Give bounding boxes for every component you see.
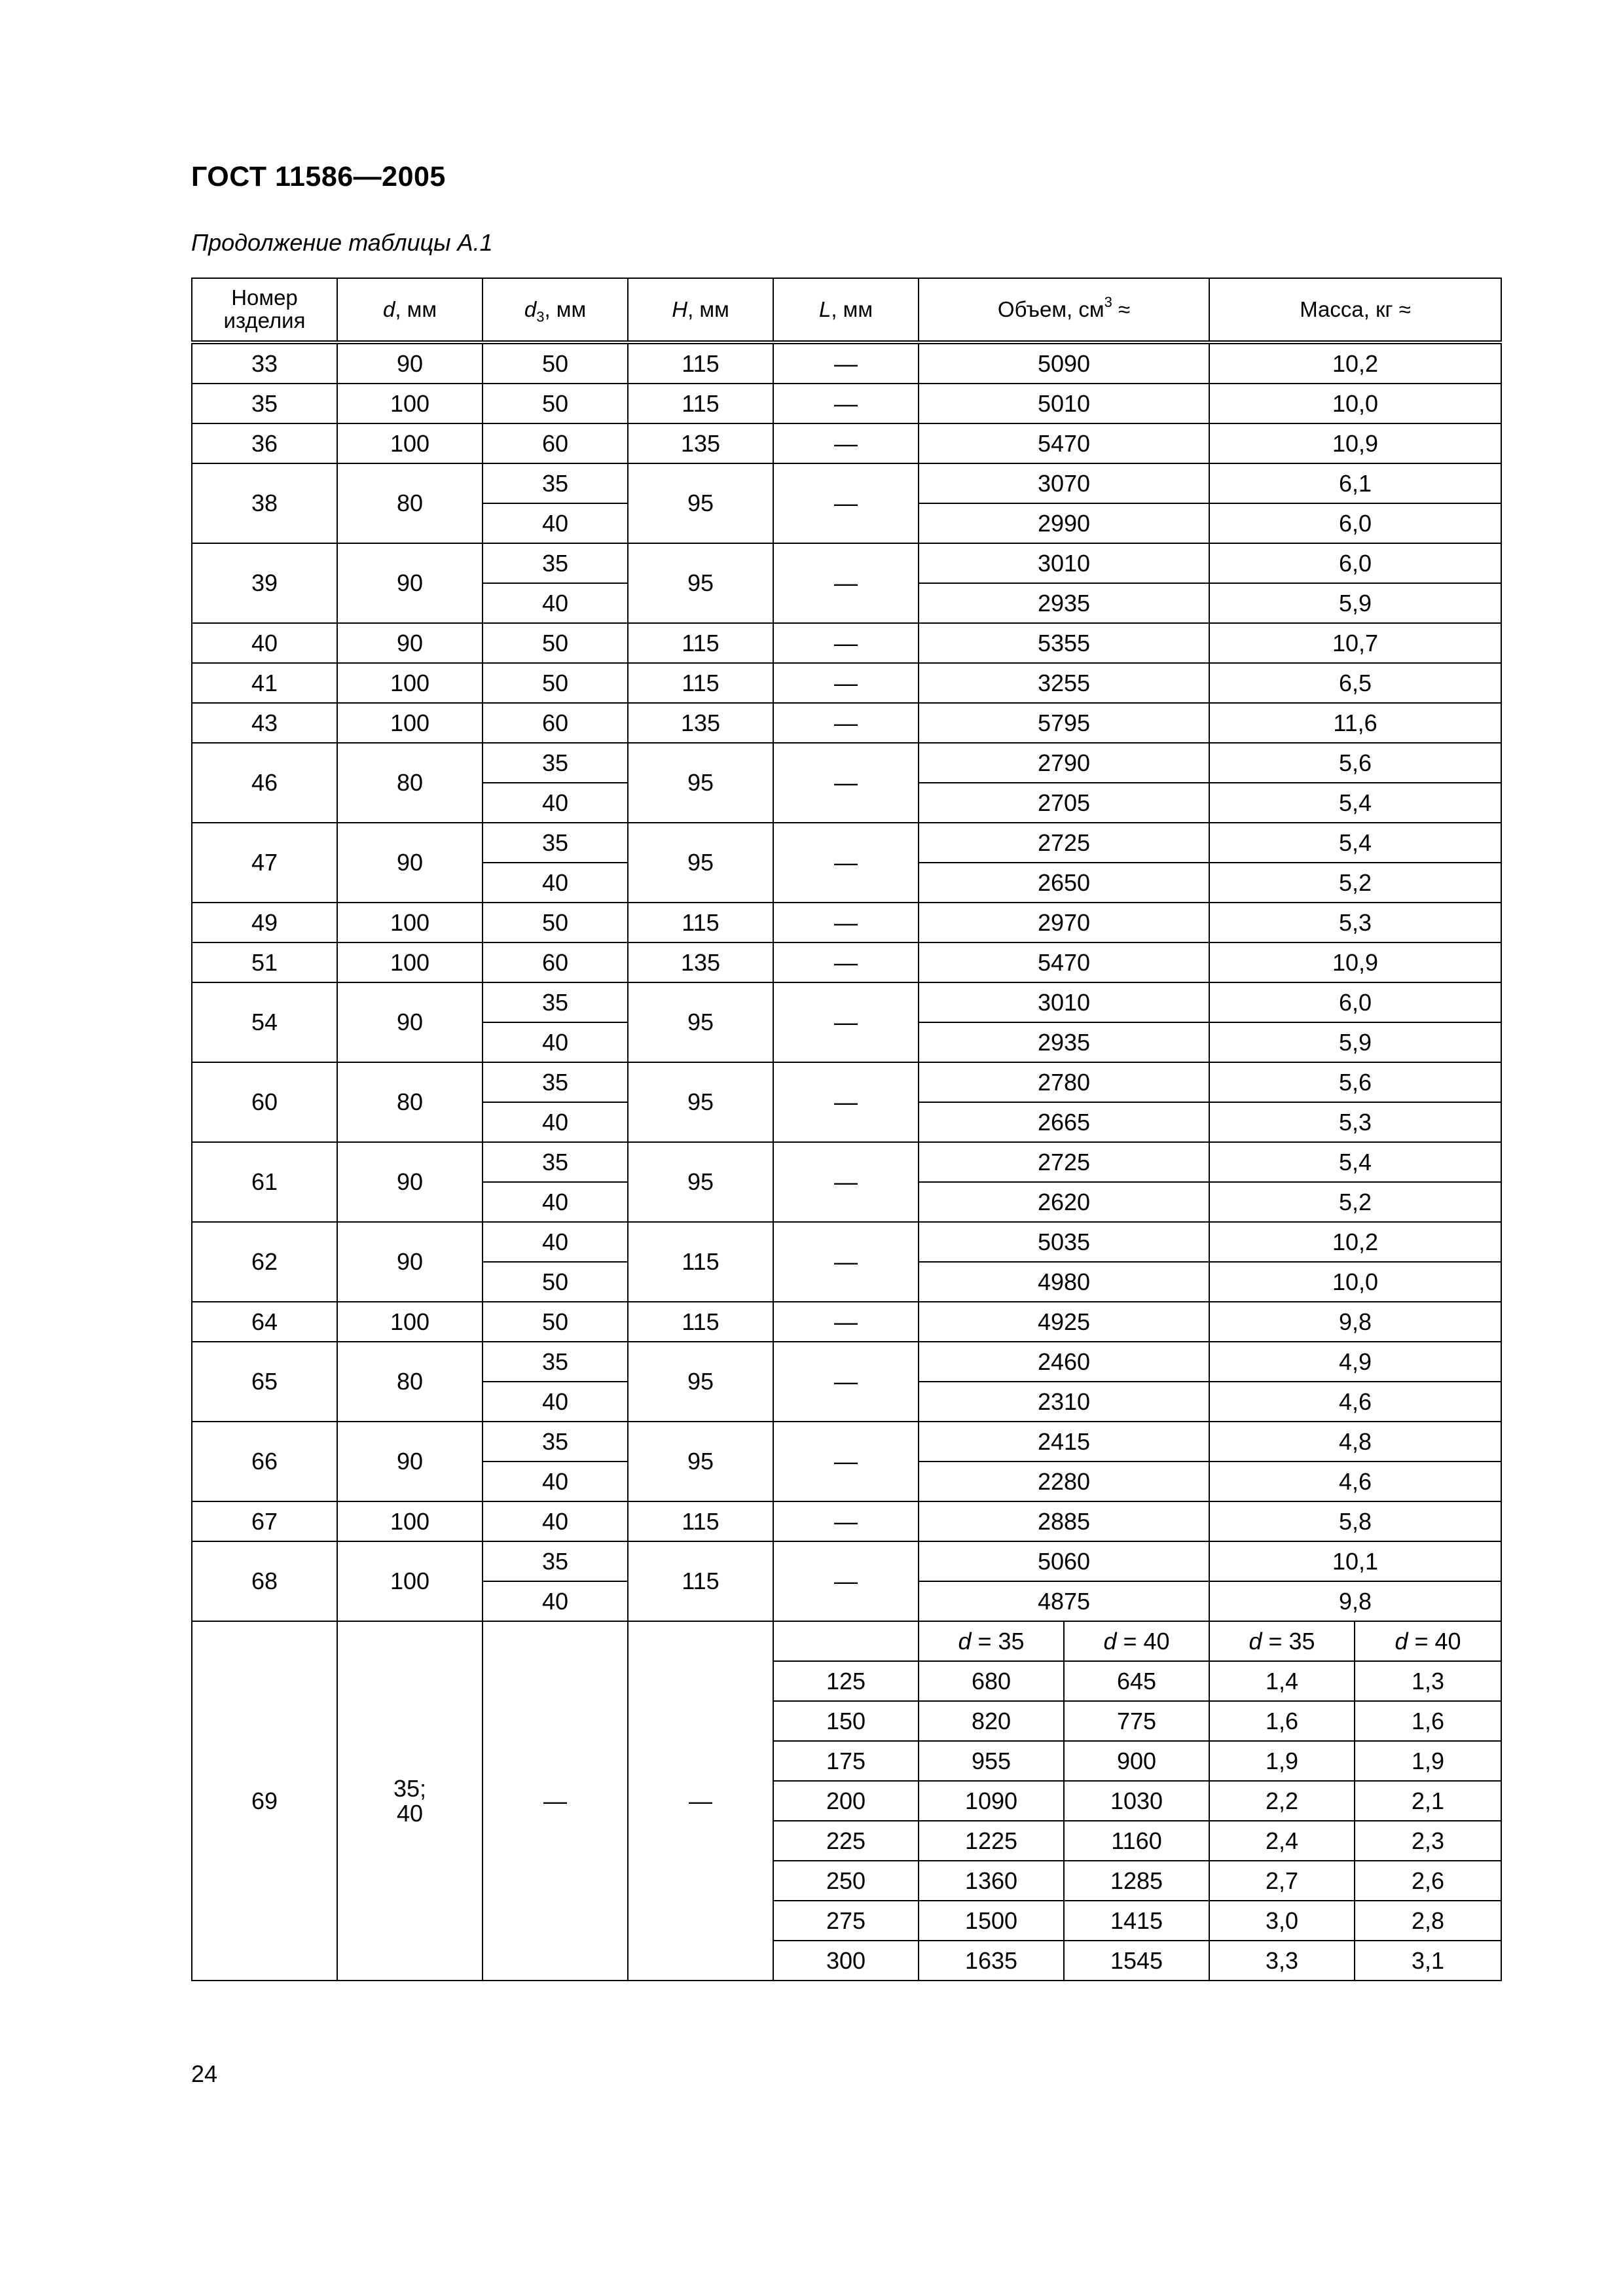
- cell-d: 100: [337, 384, 483, 423]
- cell-item-number: 46: [192, 743, 337, 823]
- table-row: [192, 903, 1501, 942]
- cell-volume: 2705: [919, 783, 1209, 823]
- cell-volume: 2725: [919, 823, 1209, 863]
- cell-volume: 5060: [919, 1541, 1209, 1581]
- cell-l: —: [773, 623, 919, 663]
- header-mass: Масса, кг ≈: [1209, 278, 1501, 342]
- cell-h: 95: [628, 982, 773, 1062]
- cell-h: 115: [628, 1541, 773, 1621]
- cell-mass: 5,2: [1209, 1182, 1501, 1222]
- cell-l: 250: [773, 1861, 919, 1901]
- cell-l: —: [773, 942, 919, 982]
- table-row: [192, 342, 1501, 384]
- cell-subheader: d = 35: [919, 1621, 1064, 1661]
- cell-mass: 6,0: [1209, 503, 1501, 543]
- cell-volume: 2990: [919, 503, 1209, 543]
- cell-mass: 10,2: [1209, 342, 1501, 384]
- table-row: [192, 743, 1501, 783]
- cell-mass: 10,9: [1209, 942, 1501, 982]
- cell-volume: 2935: [919, 1022, 1209, 1062]
- d-value-line: 40: [396, 1799, 424, 1827]
- cell-mass: 10,1: [1209, 1541, 1501, 1581]
- cell-l: —: [773, 1222, 919, 1302]
- cell-l: 125: [773, 1661, 919, 1701]
- cell-volume: 3010: [919, 543, 1209, 583]
- cell-d3: 50: [483, 1302, 628, 1342]
- cell-d3: 35: [483, 1422, 628, 1462]
- cell-mass: 1,4: [1209, 1661, 1355, 1701]
- cell-h: 95: [628, 823, 773, 903]
- table-row: [192, 942, 1501, 982]
- cell-h: —: [628, 1621, 773, 1981]
- cell-h: 115: [628, 342, 773, 384]
- cell-volume: 645: [1064, 1661, 1209, 1701]
- table-row: [192, 1222, 1501, 1262]
- cell-d3: 50: [483, 1262, 628, 1302]
- cell-h: 115: [628, 384, 773, 423]
- cell-mass: 9,8: [1209, 1581, 1501, 1621]
- cell-mass: 11,6: [1209, 703, 1501, 743]
- cell-volume: 1635: [919, 1941, 1064, 1981]
- cell-d3: 50: [483, 384, 628, 423]
- cell-volume: 1285: [1064, 1861, 1209, 1901]
- table-row: [192, 1621, 1501, 1661]
- cell-l: —: [773, 384, 919, 423]
- table-row: [192, 423, 1501, 463]
- d-value-line: 35;: [393, 1774, 427, 1802]
- page-number: 24: [191, 2060, 218, 2087]
- cell-d: 90: [337, 342, 483, 384]
- cell-volume: 775: [1064, 1701, 1209, 1741]
- cell-item-number: 65: [192, 1342, 337, 1422]
- cell-h: 95: [628, 463, 773, 543]
- cell-volume: 1415: [1064, 1901, 1209, 1941]
- table-row: [192, 543, 1501, 583]
- cell-mass: 2,2: [1209, 1781, 1355, 1821]
- cell-item-number: 66: [192, 1422, 337, 1501]
- cell-d3: 40: [483, 1501, 628, 1541]
- cell-mass: 5,9: [1209, 583, 1501, 623]
- cell-item-number: 54: [192, 982, 337, 1062]
- header-d: d, мм: [337, 278, 483, 342]
- cell-l: —: [773, 663, 919, 703]
- cell-item-number: 49: [192, 903, 337, 942]
- cell-mass: 4,6: [1209, 1462, 1501, 1501]
- cell-item-number: 51: [192, 942, 337, 982]
- table-row: [192, 1422, 1501, 1462]
- cell-volume: 5355: [919, 623, 1209, 663]
- cell-volume: 2725: [919, 1142, 1209, 1182]
- cell-volume: 3255: [919, 663, 1209, 703]
- cell-item-number: 40: [192, 623, 337, 663]
- cell-item-number: 38: [192, 463, 337, 543]
- cell-mass: 3,1: [1355, 1941, 1501, 1981]
- cell-d: 90: [337, 1422, 483, 1501]
- table-caption: Продолжение таблицы А.1: [191, 229, 493, 256]
- cell-item-number: 60: [192, 1062, 337, 1142]
- cell-mass: 5,4: [1209, 783, 1501, 823]
- cell-d: 80: [337, 1062, 483, 1142]
- table-row: [192, 1142, 1501, 1182]
- cell-d: 90: [337, 982, 483, 1062]
- header-h: H, мм: [628, 278, 773, 342]
- cell-volume: 1360: [919, 1861, 1064, 1901]
- cell-d3: 35: [483, 463, 628, 503]
- cell-mass: 5,4: [1209, 823, 1501, 863]
- cell-mass: 5,3: [1209, 1102, 1501, 1142]
- cell-h: 95: [628, 543, 773, 623]
- cell-mass: 10,0: [1209, 384, 1501, 423]
- cell-volume: 5795: [919, 703, 1209, 743]
- cell-volume: 2935: [919, 583, 1209, 623]
- cell-volume: 820: [919, 1701, 1064, 1741]
- cell-h: 95: [628, 1342, 773, 1422]
- cell-mass: 10,9: [1209, 423, 1501, 463]
- cell-d3: 35: [483, 1062, 628, 1102]
- cell-l: 300: [773, 1941, 919, 1981]
- table-row: [192, 1302, 1501, 1342]
- cell-h: 95: [628, 1142, 773, 1222]
- cell-volume: 900: [1064, 1741, 1209, 1781]
- cell-mass: 5,8: [1209, 1501, 1501, 1541]
- cell-d3: 40: [483, 1382, 628, 1422]
- cell-d: 90: [337, 823, 483, 903]
- cell-h: 115: [628, 623, 773, 663]
- cell-volume: 2790: [919, 743, 1209, 783]
- cell-volume: 5090: [919, 342, 1209, 384]
- cell-volume: 5470: [919, 423, 1209, 463]
- document-title: ГОСТ 11586—2005: [191, 161, 446, 192]
- cell-d: 90: [337, 1222, 483, 1302]
- cell-item-number: 62: [192, 1222, 337, 1302]
- cell-item-number: 35: [192, 384, 337, 423]
- cell-volume: 5470: [919, 942, 1209, 982]
- dimensions-table: [191, 278, 1502, 1981]
- cell-h: 95: [628, 1062, 773, 1142]
- cell-l: —: [773, 1501, 919, 1541]
- cell-h: 115: [628, 903, 773, 942]
- cell-d: 100: [337, 903, 483, 942]
- header-l: L, мм: [773, 278, 919, 342]
- table-row: [192, 623, 1501, 663]
- cell-mass: 1,9: [1355, 1741, 1501, 1781]
- cell-d3: 50: [483, 342, 628, 384]
- cell-l: —: [773, 1342, 919, 1422]
- cell-mass: 6,1: [1209, 463, 1501, 503]
- cell-l: —: [773, 743, 919, 823]
- cell-h: 135: [628, 423, 773, 463]
- cell-item-number: 61: [192, 1142, 337, 1222]
- cell-volume: 2280: [919, 1462, 1209, 1501]
- cell-mass: 5,6: [1209, 1062, 1501, 1102]
- cell-l: 150: [773, 1701, 919, 1741]
- cell-mass: 10,0: [1209, 1262, 1501, 1302]
- cell-d3: 40: [483, 783, 628, 823]
- cell-mass: 10,7: [1209, 623, 1501, 663]
- cell-mass: 3,0: [1209, 1901, 1355, 1941]
- cell-mass: 6,0: [1209, 982, 1501, 1022]
- table-row: [192, 1541, 1501, 1581]
- cell-d3: 40: [483, 1182, 628, 1222]
- header-volume: Объем, $см^3$ ≈: [919, 278, 1209, 342]
- cell-d3: 60: [483, 703, 628, 743]
- cell-volume: 2460: [919, 1342, 1209, 1382]
- cell-volume: 1500: [919, 1901, 1064, 1941]
- cell-d3: 35: [483, 1541, 628, 1581]
- cell-h: 135: [628, 942, 773, 982]
- table-header-row: [192, 278, 1501, 342]
- cell-subheader: d = 35: [1209, 1621, 1355, 1661]
- cell-d: 80: [337, 1342, 483, 1422]
- cell-mass: 10,2: [1209, 1222, 1501, 1262]
- cell-mass: 2,4: [1209, 1821, 1355, 1861]
- cell-mass: 2,3: [1355, 1821, 1501, 1861]
- cell-mass: 5,9: [1209, 1022, 1501, 1062]
- cell-mass: 1,6: [1209, 1701, 1355, 1741]
- cell-h: 95: [628, 1422, 773, 1501]
- cell-d: 100: [337, 663, 483, 703]
- table-row: [192, 823, 1501, 863]
- cell-item-number: 36: [192, 423, 337, 463]
- cell-item-number: 64: [192, 1302, 337, 1342]
- cell-d: 100: [337, 1501, 483, 1541]
- cell-d3: 35: [483, 743, 628, 783]
- cell-mass: 5,2: [1209, 863, 1501, 903]
- cell-d3: 50: [483, 663, 628, 703]
- cell-volume: 2885: [919, 1501, 1209, 1541]
- cell-h: 95: [628, 743, 773, 823]
- cell-d: 90: [337, 543, 483, 623]
- cell-mass: 5,4: [1209, 1142, 1501, 1182]
- cell-mass: 4,6: [1209, 1382, 1501, 1422]
- cell-volume: 2415: [919, 1422, 1209, 1462]
- cell-h: 115: [628, 663, 773, 703]
- cell-d: 100: [337, 423, 483, 463]
- cell-d3: 35: [483, 543, 628, 583]
- cell-item-number: 67: [192, 1501, 337, 1541]
- cell-d: [337, 1621, 483, 1981]
- cell-volume: 2665: [919, 1102, 1209, 1142]
- cell-item-number: 41: [192, 663, 337, 703]
- cell-d3: 40: [483, 863, 628, 903]
- cell-volume: 3010: [919, 982, 1209, 1022]
- cell-mass: 2,1: [1355, 1781, 1501, 1821]
- cell-d3: 40: [483, 503, 628, 543]
- table-row: [192, 703, 1501, 743]
- cell-volume: 1160: [1064, 1821, 1209, 1861]
- table-row: [192, 1342, 1501, 1382]
- cell-mass: 2,8: [1355, 1901, 1501, 1941]
- cell-d: 90: [337, 1142, 483, 1222]
- cell-volume: 2310: [919, 1382, 1209, 1422]
- cell-mass: 5,6: [1209, 743, 1501, 783]
- cell-d: 100: [337, 942, 483, 982]
- cell-volume: 680: [919, 1661, 1064, 1701]
- table-body: [192, 342, 1501, 1981]
- cell-l: —: [773, 1142, 919, 1222]
- cell-l: —: [773, 1541, 919, 1621]
- cell-volume: 4925: [919, 1302, 1209, 1342]
- cell-d: 100: [337, 1541, 483, 1621]
- table-row: [192, 384, 1501, 423]
- cell-d3: 60: [483, 942, 628, 982]
- cell-l: 225: [773, 1821, 919, 1861]
- cell-d3: 40: [483, 1222, 628, 1262]
- cell-mass: 3,3: [1209, 1941, 1355, 1981]
- cell-d: 80: [337, 463, 483, 543]
- cell-l: —: [773, 823, 919, 903]
- cell-l: —: [773, 982, 919, 1062]
- cell-d3: 40: [483, 1462, 628, 1501]
- cell-d: 100: [337, 1302, 483, 1342]
- cell-l: —: [773, 342, 919, 384]
- cell-mass: 1,3: [1355, 1661, 1501, 1701]
- cell-item-number: 69: [192, 1621, 337, 1981]
- cell-volume: 1545: [1064, 1941, 1209, 1981]
- cell-mass: 1,9: [1209, 1741, 1355, 1781]
- cell-mass: 2,6: [1355, 1861, 1501, 1901]
- cell-mass: 4,8: [1209, 1422, 1501, 1462]
- cell-l: —: [773, 423, 919, 463]
- cell-volume: 2970: [919, 903, 1209, 942]
- cell-item-number: 47: [192, 823, 337, 903]
- cell-d: 80: [337, 743, 483, 823]
- cell-d3: 35: [483, 1342, 628, 1382]
- cell-volume: 5010: [919, 384, 1209, 423]
- cell-d3: 40: [483, 1102, 628, 1142]
- cell-l: 275: [773, 1901, 919, 1941]
- cell-volume: 4980: [919, 1262, 1209, 1302]
- cell-mass: 5,3: [1209, 903, 1501, 942]
- cell-l: —: [773, 1062, 919, 1142]
- cell-item-number: 68: [192, 1541, 337, 1621]
- cell-d: 100: [337, 703, 483, 743]
- cell-volume: 4875: [919, 1581, 1209, 1621]
- table-row: [192, 463, 1501, 503]
- header-d3: $d_3$, мм: [483, 278, 628, 342]
- cell-item-number: 43: [192, 703, 337, 743]
- table-row: [192, 1062, 1501, 1102]
- cell-volume: 2620: [919, 1182, 1209, 1222]
- cell-l: —: [773, 1302, 919, 1342]
- cell-d3: 35: [483, 982, 628, 1022]
- cell-item-number: 33: [192, 342, 337, 384]
- table-row: [192, 982, 1501, 1022]
- cell-volume: 955: [919, 1741, 1064, 1781]
- cell-d: 90: [337, 623, 483, 663]
- cell-subheader: d = 40: [1355, 1621, 1501, 1661]
- cell-volume: 1225: [919, 1821, 1064, 1861]
- cell-subheader: d = 40: [1064, 1621, 1209, 1661]
- cell-h: 115: [628, 1302, 773, 1342]
- cell-d3: 50: [483, 903, 628, 942]
- cell-d3: 40: [483, 1581, 628, 1621]
- cell-volume: 5035: [919, 1222, 1209, 1262]
- cell-mass: 6,0: [1209, 543, 1501, 583]
- cell-d3: 40: [483, 583, 628, 623]
- cell-d3: 50: [483, 623, 628, 663]
- cell-volume: 2650: [919, 863, 1209, 903]
- cell-h: 135: [628, 703, 773, 743]
- header-item-number: Номер изделия: [192, 278, 337, 342]
- cell-d3: 35: [483, 823, 628, 863]
- cell-item-number: 39: [192, 543, 337, 623]
- cell-volume: 3070: [919, 463, 1209, 503]
- cell-d3: 60: [483, 423, 628, 463]
- cell-l: —: [773, 703, 919, 743]
- cell-volume: 1090: [919, 1781, 1064, 1821]
- cell-d3: —: [483, 1621, 628, 1981]
- cell-l: [773, 1621, 919, 1661]
- cell-mass: 1,6: [1355, 1701, 1501, 1741]
- cell-volume: 1030: [1064, 1781, 1209, 1821]
- cell-volume: 2780: [919, 1062, 1209, 1102]
- table-row: [192, 663, 1501, 703]
- cell-l: —: [773, 1422, 919, 1501]
- cell-l: 200: [773, 1781, 919, 1821]
- table-row: [192, 1501, 1501, 1541]
- cell-d3: 40: [483, 1022, 628, 1062]
- cell-mass: 6,5: [1209, 663, 1501, 703]
- cell-h: 115: [628, 1501, 773, 1541]
- cell-l: —: [773, 463, 919, 543]
- cell-mass: 9,8: [1209, 1302, 1501, 1342]
- cell-l: 175: [773, 1741, 919, 1781]
- cell-mass: 4,9: [1209, 1342, 1501, 1382]
- cell-l: —: [773, 543, 919, 623]
- cell-mass: 2,7: [1209, 1861, 1355, 1901]
- cell-l: —: [773, 903, 919, 942]
- cell-d3: 35: [483, 1142, 628, 1182]
- cell-h: 115: [628, 1222, 773, 1302]
